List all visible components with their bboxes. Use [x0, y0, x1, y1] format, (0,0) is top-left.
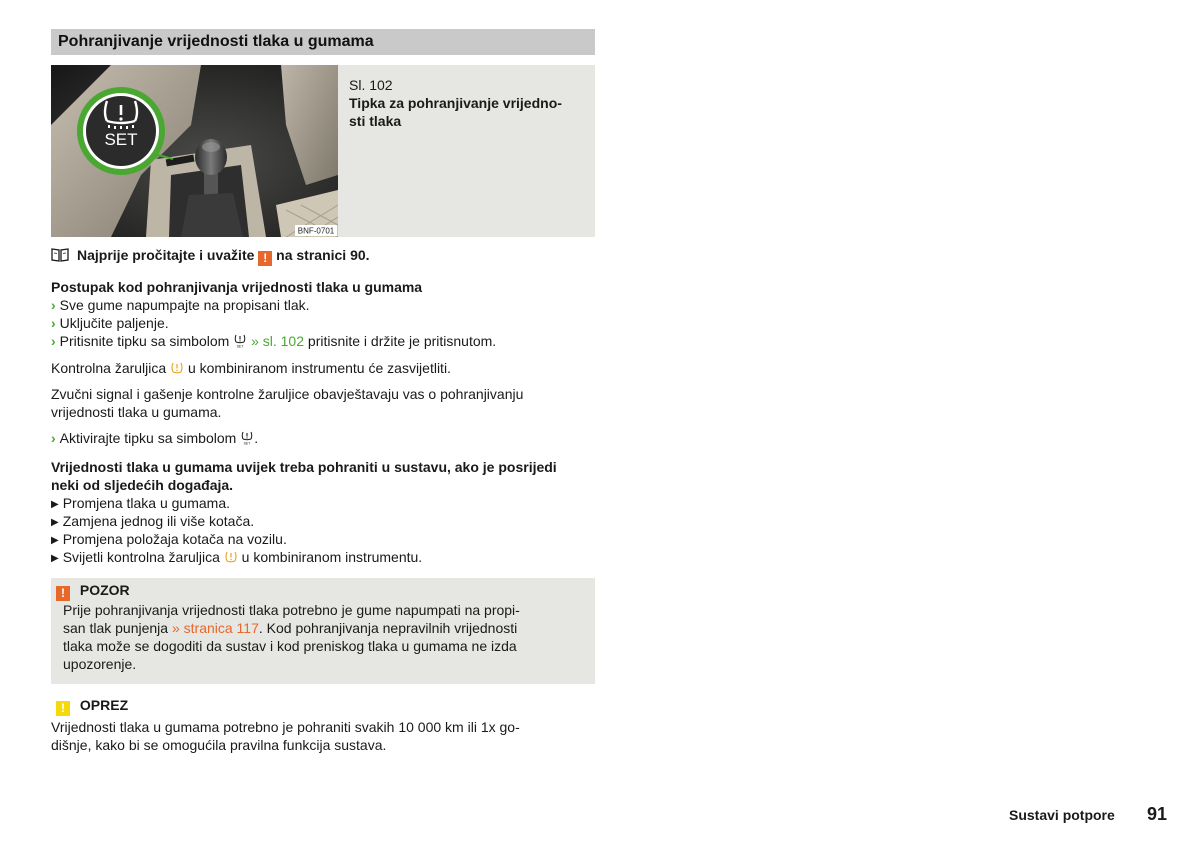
pozor-line1: Prije pohranjivanja vrijednosti tlaka potrebno je gume napumpati na propi- — [63, 602, 520, 618]
book-icon — [51, 248, 69, 262]
car-interior-photo — [51, 65, 338, 237]
arrow-bullet-icon: › — [51, 430, 56, 446]
step-3-text: Pritisnite tipku sa simbolom — [59, 333, 230, 349]
step-2-text: Uključite paljenje. — [59, 315, 169, 331]
page-117-link[interactable]: » stranica 117 — [171, 620, 259, 636]
triangle-bullet-icon: ▶ — [51, 499, 59, 510]
tyre-pressure-set-icon — [233, 334, 247, 348]
condition-1-text: Promjena tlaka u gumama. — [62, 495, 231, 511]
note-page-link[interactable]: na stranici 90. — [276, 247, 370, 263]
set-label: SET — [104, 130, 138, 149]
step-3-text-after: pritisnite i držite je pritisnutom. — [307, 333, 497, 349]
conditions-heading-line1: Vrijednosti tlaka u gumama uvijek treba pohraniti u sustavu, ako je posrijedi — [51, 459, 557, 475]
conditions-heading-line2: neki od sljedećih događaja. — [51, 477, 234, 493]
svg-text:SET: SET — [243, 441, 251, 445]
figure-caption-line1: Tipka za pohranjivanje vrijedno- — [349, 95, 562, 111]
tyre-pressure-warning-icon — [224, 550, 238, 564]
procedure-step-2 — [51, 314, 169, 332]
pozor-line2-after: . Kod pohranjivanja nepravilnih vrijednosti — [258, 620, 518, 636]
figure-link[interactable]: » sl. 102 — [251, 333, 305, 349]
para1-text-after: u kombiniranom instrumentu će zasvijetliti. — [187, 360, 451, 376]
footer-section-name: Sustavi potpore — [1009, 807, 1115, 823]
triangle-bullet-icon: ▶ — [51, 553, 59, 564]
triangle-bullet-icon: ▶ — [51, 535, 59, 546]
para2-line2: vrijednosti tlaka u gumama. — [51, 404, 222, 420]
pozor-body — [63, 601, 583, 673]
para2-line1: Zvučni signal i gašenje kontrolne žaruljice obavještavaju vas o pohranjivanju — [51, 386, 524, 402]
pozor-heading — [56, 581, 130, 601]
condition-3-text: Promjena položaja kotača na vozilu. — [62, 531, 287, 547]
conditions-heading — [51, 458, 557, 494]
pozor-line2-before: san tlak punjenja — [63, 620, 169, 636]
oprez-heading — [56, 696, 128, 716]
warning-mark-icon: ! — [56, 586, 70, 601]
triangle-bullet-icon: ▶ — [51, 517, 59, 528]
figure-number: Sl. 102 — [349, 77, 393, 93]
caution-mark-icon: ! — [56, 701, 70, 716]
read-first-note — [51, 246, 370, 266]
procedure-step-4 — [51, 429, 258, 447]
paragraph-indicator — [51, 359, 451, 377]
oprez-title: OPREZ — [79, 697, 129, 713]
tyre-pressure-set-icon — [240, 431, 254, 445]
paragraph-signal — [51, 385, 523, 421]
procedure-step-3 — [51, 332, 496, 350]
pozor-line3: tlaka može se dogoditi da sustav i kod preniskog tlaka u gumama ne izda — [63, 638, 517, 654]
section-title: Pohranjivanje vrijednosti tlaka u gumama — [51, 29, 595, 55]
procedure-heading: Postupak kod pohranjivanja vrijednosti tlaka u gumama — [51, 279, 423, 295]
step-4-text: Aktivirajte tipku sa simbolom — [59, 430, 237, 446]
condition-4-text-after: u kombiniranom instrumentu. — [241, 549, 423, 565]
svg-text:SET: SET — [236, 344, 244, 348]
arrow-bullet-icon: › — [51, 333, 56, 349]
figure-box — [51, 65, 595, 237]
page-number: 91 — [1147, 804, 1168, 824]
pozor-warning-box — [51, 578, 595, 684]
oprez-body — [51, 718, 520, 754]
warning-mark-icon: ! — [258, 251, 272, 266]
figure-caption — [349, 76, 589, 130]
condition-2-text: Zamjena jednog ili više kotača. — [62, 513, 255, 529]
para1-text-before: Kontrolna žaruljica — [51, 360, 167, 376]
figure-caption-line2: sti tlaka — [349, 113, 402, 129]
step-1-text: Sve gume napumpajte na propisani tlak. — [59, 297, 310, 313]
step-4-text-after: . — [254, 430, 259, 446]
pozor-line2 — [63, 619, 583, 637]
oprez-line1: Vrijednosti tlaka u gumama potrebno je pohraniti svakih 10 000 km ili 1x go- — [51, 719, 520, 735]
tyre-pressure-warning-icon — [170, 361, 184, 375]
pozor-line4: upozorenje. — [63, 656, 137, 672]
oprez-line2: dišnje, kako bi se omogućila pravilna funkcija sustava. — [51, 737, 387, 753]
pozor-title: POZOR — [79, 582, 130, 598]
arrow-bullet-icon: › — [51, 297, 56, 313]
car-interior-illustration — [51, 65, 338, 237]
procedure-step-1 — [51, 296, 310, 314]
figure-code: BNF-0701 — [297, 226, 335, 236]
condition-4-text: Svijetli kontrolna žaruljica — [62, 549, 220, 565]
note-text-before: Najprije pročitajte i uvažite — [77, 247, 255, 263]
condition-item-4 — [51, 548, 422, 569]
arrow-bullet-icon: › — [51, 315, 56, 331]
